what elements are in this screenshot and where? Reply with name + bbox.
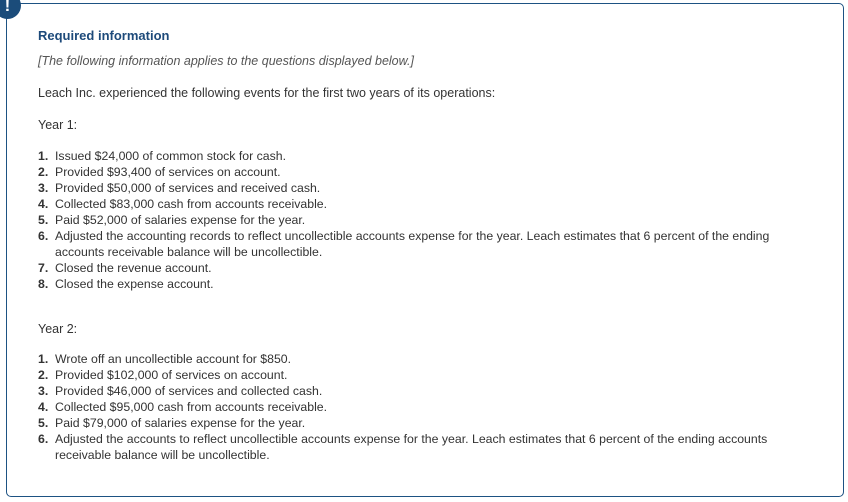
- event-number: 6.: [38, 229, 49, 243]
- event-number: 1.: [38, 149, 49, 163]
- event-number: 6.: [38, 432, 49, 446]
- event-text: Provided $102,000 of services on account.: [55, 368, 288, 382]
- event-number: 4.: [38, 197, 49, 211]
- event-text: Collected $95,000 cash from accounts receivable.: [55, 400, 328, 414]
- list-item: [38, 351, 818, 367]
- list-item: [38, 212, 818, 228]
- event-text: Provided $50,000 of services and received cash.: [55, 181, 321, 195]
- list-item: [38, 399, 818, 415]
- list-item: [38, 367, 818, 383]
- event-text: Paid $79,000 of salaries expense for the year.: [55, 416, 306, 430]
- alert-icon: !: [0, 0, 21, 19]
- year2-label: Year 2:: [38, 322, 78, 336]
- list-item: [38, 276, 818, 292]
- event-number: 5.: [38, 213, 49, 227]
- year2-events: [38, 351, 818, 463]
- event-text: Issued $24,000 of common stock for cash.: [55, 149, 287, 163]
- event-number: 3.: [38, 384, 49, 398]
- list-item: [38, 228, 818, 260]
- event-text: Wrote off an uncollectible account for $850.: [55, 352, 292, 366]
- event-number: 5.: [38, 416, 49, 430]
- event-text: Provided $93,400 of services on account.: [55, 165, 281, 179]
- event-text: Closed the revenue account.: [55, 261, 212, 275]
- list-item: [38, 260, 818, 276]
- year1-label: Year 1:: [38, 118, 78, 132]
- event-text: Adjusted the accounting records to reflect uncollectible accounts expense for the year. Leach estimates that 6 percent of the ending accounts receivable balance will be uncollectible.: [55, 229, 770, 259]
- event-text: Collected $83,000 cash from accounts receivable.: [55, 197, 328, 211]
- event-number: 8.: [38, 277, 49, 291]
- event-number: 7.: [38, 261, 49, 275]
- event-text: Adjusted the accounts to reflect uncollectible accounts expense for the year. Leach estimates that 6 percent of the ending accounts receivable balance will be uncollectible.: [55, 432, 768, 462]
- list-item: [38, 383, 818, 399]
- list-item: [38, 164, 818, 180]
- event-text: Paid $52,000 of salaries expense for the year.: [55, 213, 306, 227]
- intro-text: Leach Inc. experienced the following events for the first two years of its operations:: [38, 86, 496, 100]
- event-number: 2.: [38, 368, 49, 382]
- list-item: [38, 415, 818, 431]
- list-item: [38, 180, 818, 196]
- panel-subtitle: [The following information applies to the questions displayed below.]: [38, 54, 414, 68]
- list-item: [38, 148, 818, 164]
- event-number: 4.: [38, 400, 49, 414]
- required-information-panel: [6, 3, 844, 497]
- panel-title: Required information: [38, 28, 170, 43]
- list-item: [38, 196, 818, 212]
- event-text: Closed the expense account.: [55, 277, 214, 291]
- event-number: 1.: [38, 352, 49, 366]
- event-text: Provided $46,000 of services and collected cash.: [55, 384, 323, 398]
- list-item: [38, 431, 818, 463]
- year1-events: [38, 148, 818, 292]
- event-number: 2.: [38, 165, 49, 179]
- event-number: 3.: [38, 181, 49, 195]
